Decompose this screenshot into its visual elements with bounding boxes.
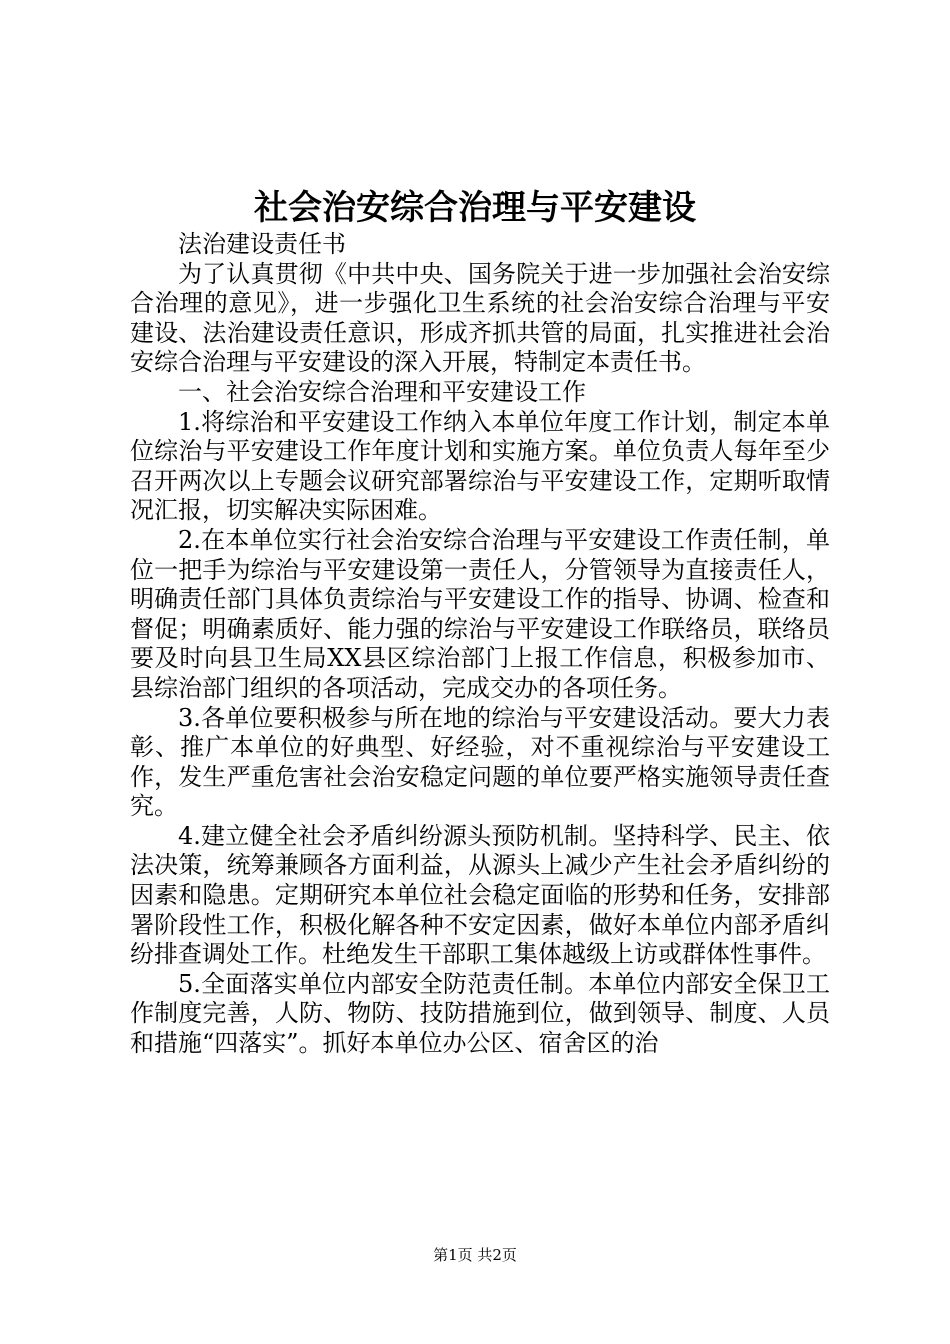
document-title: 社会治安综合治理与平安建设 [254,188,696,228]
section-heading: 一、社会治安综合治理和平安建设工作 [178,377,586,406]
page-number: 第1页 共2页 [433,1246,517,1264]
subtitle-paragraph: 法治建设责任书 [178,230,346,258]
item-paragraph-5: 5.全面落实单位内部安全防范责任制。本单位内部安全保卫工作制度完善，人防、物防、技防措施到位，做到领导、制度、人员和措施“四落实”。抓好本单位办公区、宿舍区的治 [130,969,830,1058]
item-paragraph-4: 4.建立健全社会矛盾纠纷源头预防机制。坚持科学、民主、依法决策，统筹兼顾各方面利益，从源头上减少产生社会矛盾纠纷的因素和隐患。定期研究本单位社会稳定面临的形势和任务，安排部署阶段性工作，积极化解各种不安定因素，做好本单位内部矛盾纠纷排查调处工作。杜绝发生干部职工集体越级上访或群体性事件。 [130,821,830,969]
item-paragraph-1: 1.将综治和平安建设工作纳入本单位年度工作计划，制定本单位综治与平安建设工作年度计划和实施方案。单位负责人每年至少召开两次以上专题会议研究部署综治与平安建设工作，定期听取情况汇报，切实解决实际困难。 [130,407,830,525]
item-paragraph-2: 2.在本单位实行社会治安综合治理与平安建设工作责任制，单位一把手为综治与平安建设第一责任人，分管领导为直接责任人，明确责任部门具体负责综治与平安建设工作的指导、协调、检查和督促；明确素质好、能力强的综治与平安建设工作联络员，联络员要及时向县卫生局XX县区综治部门上报工作信息，积极参加市、县综治部门组织的各项活动，完成交办的各项任务。 [130,525,830,702]
item-paragraph-3: 3.各单位要积极参与所在地的综治与平安建设活动。要大力表彰、推广本单位的好典型、好经验，对不重视综治与平安建设工作，发生严重危害社会治安稳定问题的单位要严格实施领导责任查究。 [130,703,830,821]
document-body [130,230,830,1059]
intro-paragraph: 为了认真贯彻《中共中央、国务院关于进一步加强社会治安综合治理的意见》，进一步强化卫生系统的社会治安综合治理与平安建设、法治建设责任意识，形成齐抓共管的局面，扎实推进社会治安综合治理与平安建设的深入开展，特制定本责任书。 [130,259,830,377]
